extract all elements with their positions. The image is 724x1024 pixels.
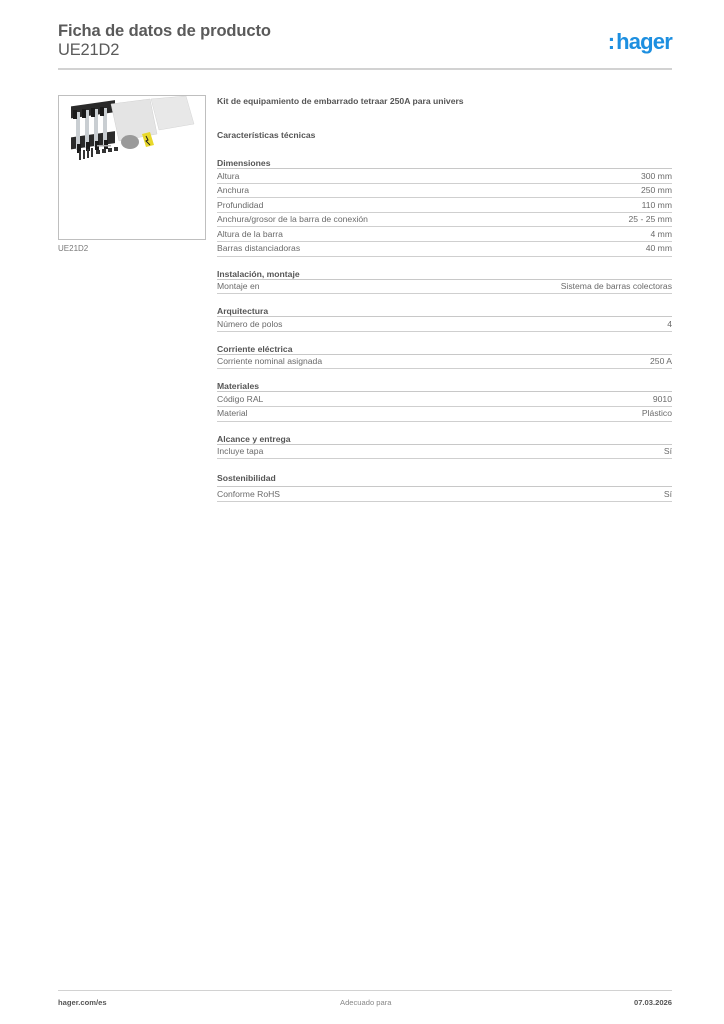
- spec-value: 300 mm: [640, 170, 672, 181]
- spec-label: Conforme RoHS: [217, 488, 281, 499]
- spec-row: [217, 317, 672, 332]
- section-title: Arquitectura: [217, 304, 672, 317]
- spec-value: 25 - 25 mm: [628, 214, 672, 225]
- section-arquitectura: [217, 304, 672, 332]
- spec-label: Barras distanciadoras: [217, 243, 301, 254]
- section-sostenibilidad: [217, 471, 672, 502]
- spec-label: Número de polos: [217, 318, 283, 329]
- spec-label: Material: [217, 408, 248, 419]
- spec-label: Profundidad: [217, 199, 264, 210]
- product-code: UE21D2: [58, 41, 120, 59]
- image-caption: UE21D2: [58, 244, 89, 253]
- spec-row: [217, 407, 672, 422]
- product-description: Kit de equipamiento de embarrado tetraar 250A para univers: [217, 96, 464, 106]
- spec-row: [217, 392, 672, 407]
- spec-row: [217, 227, 672, 242]
- spec-row: [217, 487, 672, 502]
- footer-center-text: Adecuado para: [340, 998, 392, 1007]
- spec-label: Altura de la barra: [217, 228, 283, 239]
- footer-divider: [58, 990, 672, 991]
- spec-value: Sí: [663, 488, 672, 499]
- section-materiales: [217, 379, 672, 421]
- spec-label: Incluye tapa: [217, 446, 264, 457]
- section-alcance-entrega: [217, 432, 672, 460]
- spec-row: [217, 242, 672, 257]
- spec-row: [217, 213, 672, 228]
- spec-label: Anchura/grosor de la barra de conexión: [217, 214, 368, 225]
- document-title: Ficha de datos de producto: [58, 22, 271, 40]
- section-title: Materiales: [217, 379, 672, 392]
- busbar-kit-illustration: [59, 96, 206, 240]
- spec-value: 4 mm: [650, 228, 672, 239]
- spec-value: 250 A: [650, 356, 672, 367]
- document-header: [58, 22, 672, 70]
- spec-value: Sí: [663, 446, 672, 457]
- spec-row: [217, 355, 672, 370]
- spec-value: 4: [667, 318, 672, 329]
- section-dimensiones: [217, 156, 672, 257]
- spec-value: 110 mm: [641, 199, 672, 210]
- spec-value: 250 mm: [640, 185, 672, 196]
- section-title: Corriente eléctrica: [217, 342, 672, 355]
- spec-row: [217, 169, 672, 184]
- spec-label: Anchura: [217, 185, 250, 196]
- spec-row: [217, 184, 672, 199]
- document-footer: [58, 998, 672, 1010]
- logo-text: hager: [616, 29, 672, 54]
- spec-value: Plástico: [641, 408, 672, 419]
- footer-website-link[interactable]: hager.com/es: [58, 998, 107, 1007]
- header-divider: [58, 68, 672, 70]
- product-details: [217, 96, 672, 502]
- section-title: Instalación, montaje: [217, 267, 672, 280]
- spec-label: Corriente nominal asignada: [217, 356, 323, 367]
- section-title: Dimensiones: [217, 156, 672, 169]
- spec-label: Código RAL: [217, 393, 264, 404]
- section-instalacion-montaje: [217, 267, 672, 295]
- spec-label: Altura: [217, 170, 240, 181]
- cover-plate-2: [151, 96, 194, 130]
- section-title: Sostenibilidad: [217, 471, 672, 487]
- spec-row: [217, 280, 672, 295]
- spec-row: [217, 445, 672, 460]
- footer-date: 07.03.2026: [633, 998, 672, 1007]
- section-corriente-electrica: [217, 342, 672, 370]
- hager-logo: [608, 30, 672, 54]
- product-image: [58, 95, 206, 240]
- section-title: Alcance y entrega: [217, 432, 672, 445]
- spec-value: 40 mm: [645, 243, 672, 254]
- screws: [121, 135, 139, 149]
- spec-value: Sistema de barras colectoras: [560, 281, 672, 292]
- spec-row: [217, 198, 672, 213]
- spec-label: Montaje en: [217, 281, 260, 292]
- technical-characteristics-title: Características técnicas: [217, 130, 316, 140]
- logo-colon: :: [607, 29, 616, 54]
- spec-value: 9010: [652, 393, 672, 404]
